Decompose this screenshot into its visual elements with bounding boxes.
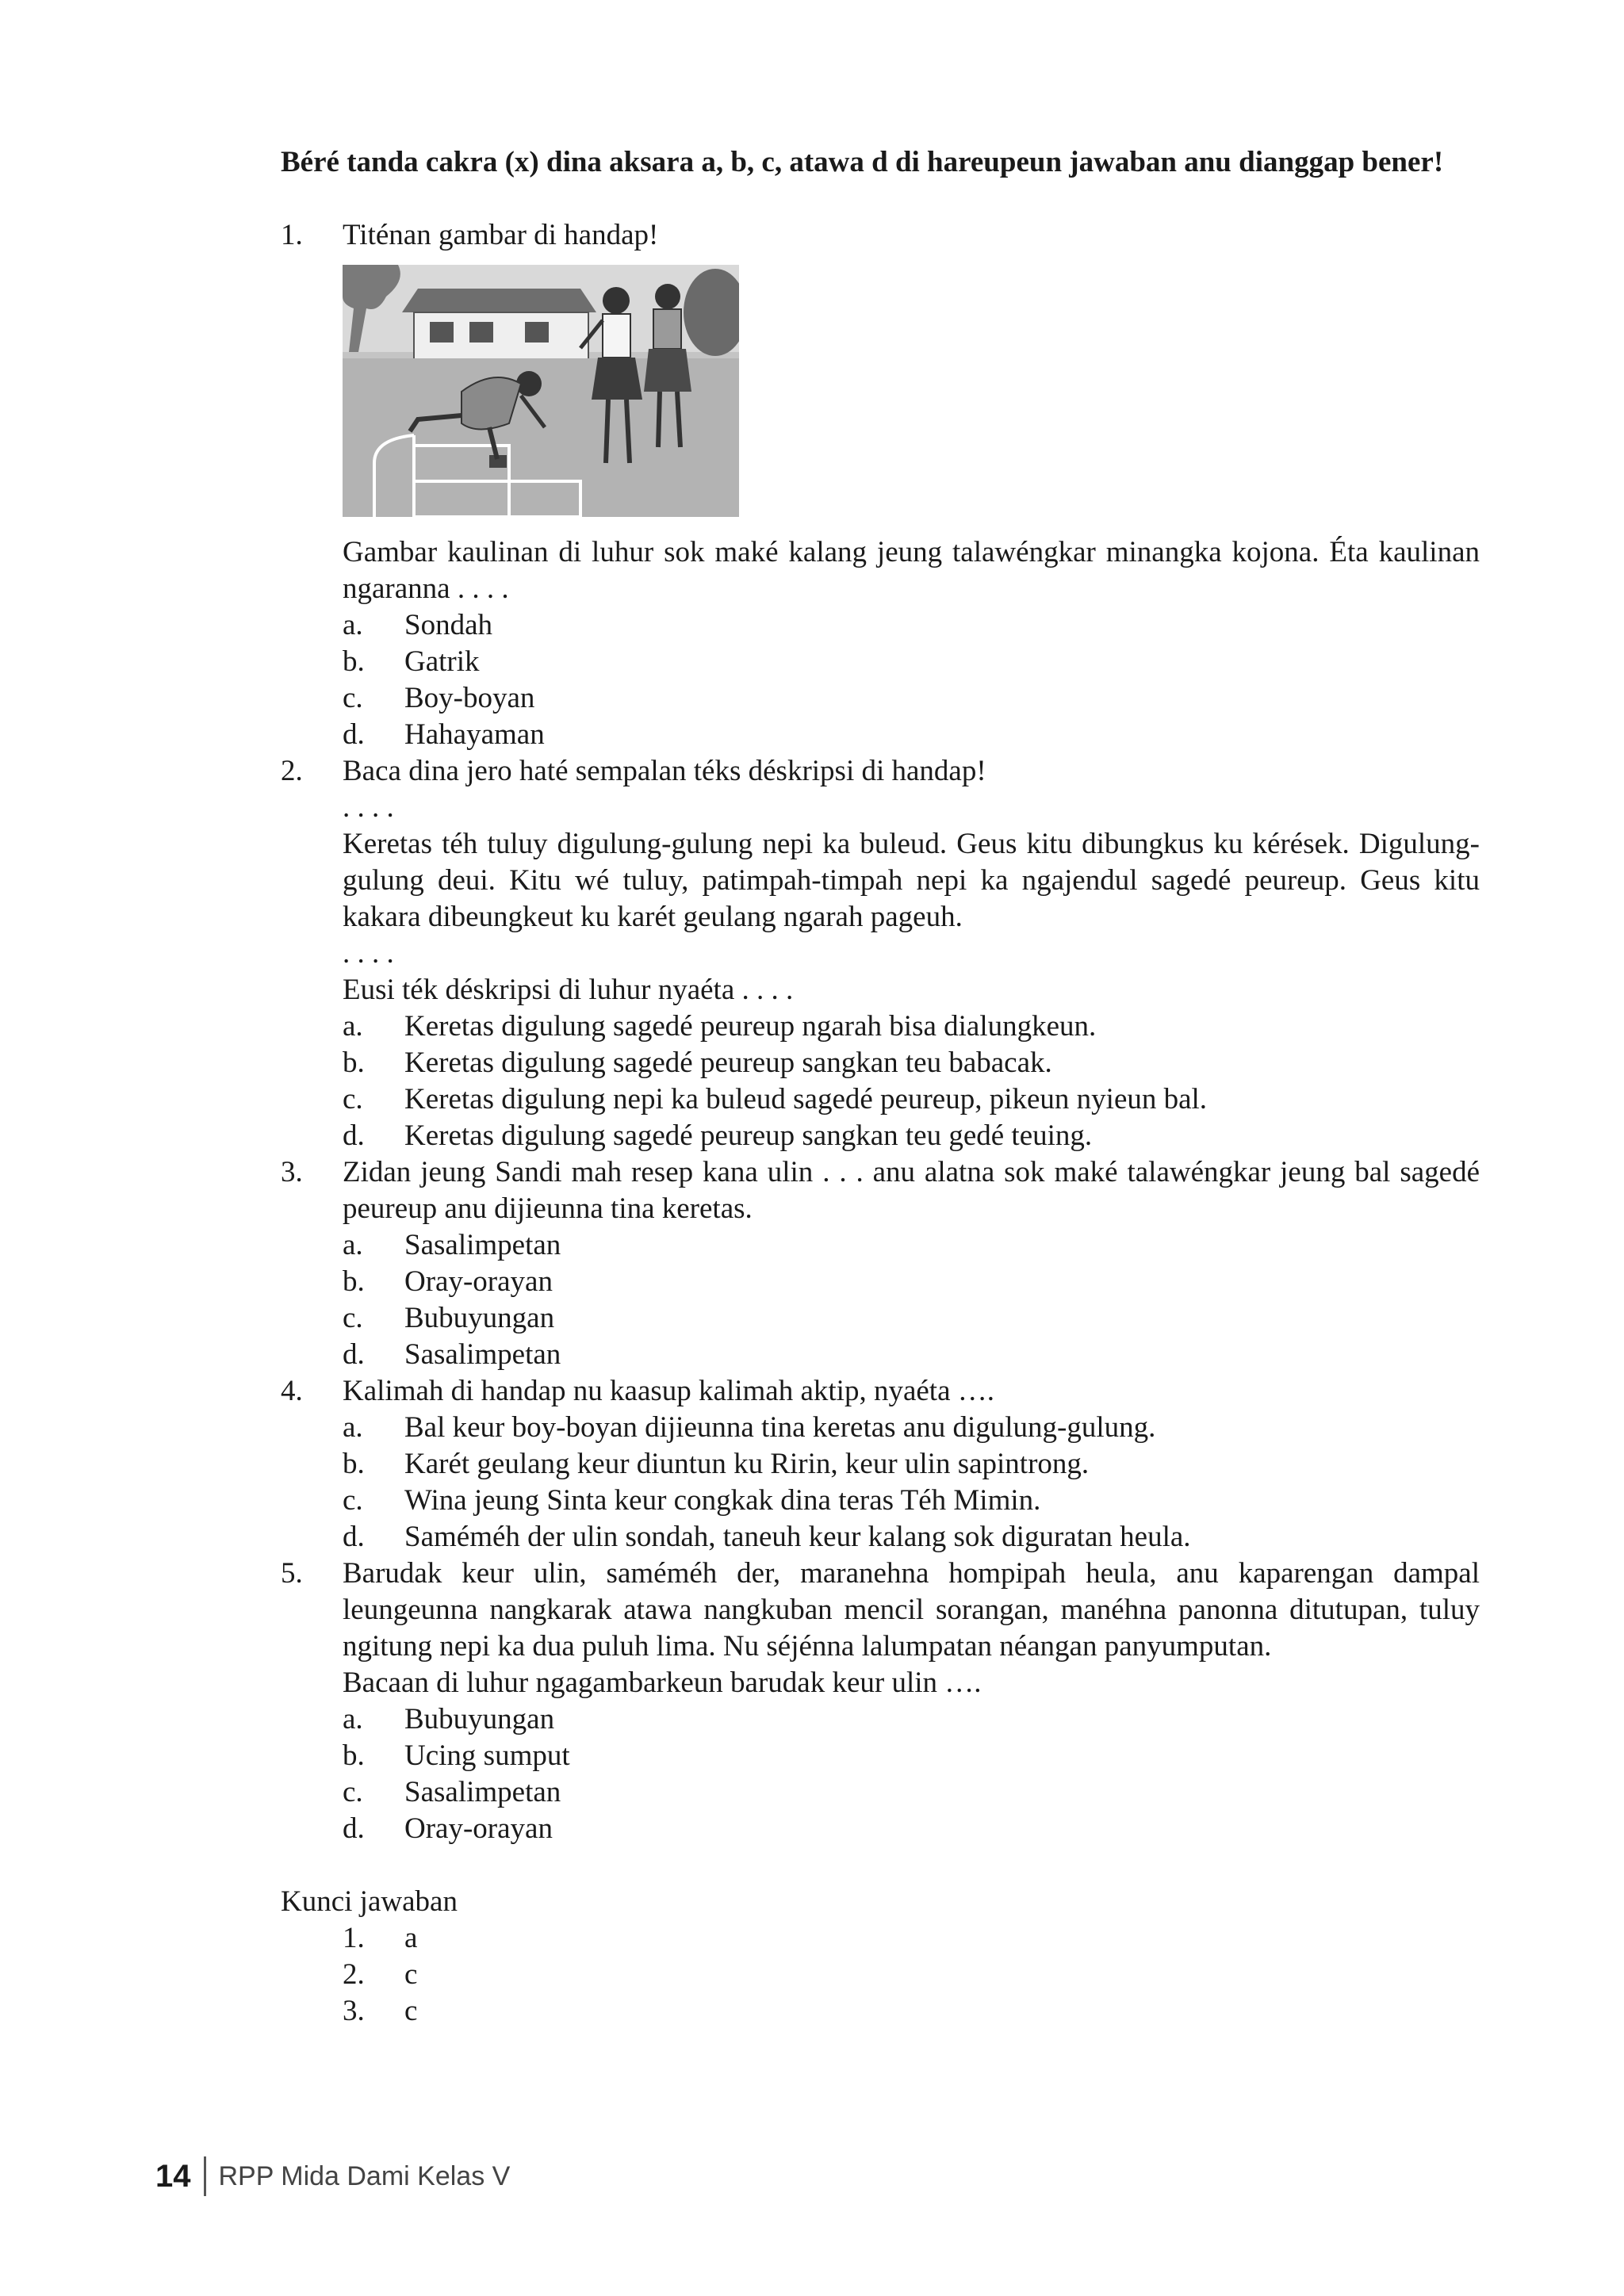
option-text: Bubuyungan [404,1703,555,1735]
option-a[interactable] [343,1701,1480,1738]
option-text: Bal keur boy-boyan dijieunna tina keretas anu digulung-gulung. [404,1411,1156,1444]
option-text: Keretas digulung sagedé peureup sangkan teu gedé teuing. [404,1119,1093,1152]
footer-title: RPP Mida Dami Kelas V [218,2160,511,2191]
question-3 [281,1154,1480,1373]
answer-key-number: 1. [343,1922,365,1954]
answer-key-value: c [404,1958,418,1991]
option-a[interactable] [343,1008,1480,1045]
option-a[interactable] [343,607,1480,644]
answer-key-item [281,1957,1480,1993]
option-b[interactable] [343,1446,1480,1483]
option-text: Oray-orayan [404,1265,553,1298]
question-text: Bacaan di luhur ngagambarkeun barudak keur ulin …. [343,1667,982,1699]
option-letter: d. [343,1338,365,1371]
option-letter: b. [343,1448,365,1480]
option-text: Sasalimpetan [404,1229,561,1261]
option-text: Keretas digulung sagedé peureup sangkan teu babacak. [404,1047,1052,1079]
option-text: Sasalimpetan [404,1776,561,1808]
question-prompt: Zidan jeung Sandi mah resep kana ulin . . . anu alatna sok maké talawéngkar jeung bal sagedé peureup anu dijieunna tina keretas. [343,1156,1480,1225]
option-letter: d. [343,1812,365,1845]
answer-key-number: 2. [343,1958,365,1991]
page-number: 14 [155,2158,191,2194]
question-number: 4. [281,1375,303,1407]
option-b[interactable] [343,644,1480,680]
option-b[interactable] [343,1045,1480,1081]
answer-key-heading: Kunci jawaban [281,1885,458,1918]
question-prompt: Barudak keur ulin, saméméh der, maranehna hompipah heula, anu kaparengan dampal leungeunna nangkarak atawa nangkuban mencil sorangan, manéhna panonna ditutupan, tuluy ngitung nepi ka dua puluh lima. Nu séjénna lalumpatan néangan panyumputan. [343,1557,1480,1663]
question-text: Gambar kaulinan di luhur sok maké kalang jeung talawéngkar minangka kojona. Éta kaulinan ngaranna . . . . [343,536,1480,605]
option-c[interactable] [343,680,1480,717]
option-text: Keretas digulung sagedé peureup ngarah bisa dialungkeun. [404,1010,1097,1043]
option-c[interactable] [343,1081,1480,1118]
question-number: 5. [281,1557,303,1590]
option-text: Bubuyungan [404,1302,555,1334]
question-number: 1. [281,219,303,251]
option-b[interactable] [343,1738,1480,1774]
option-letter: a. [343,1703,363,1735]
page-footer [155,2155,510,2198]
answer-key-item [281,1920,1480,1957]
option-letter: b. [343,1047,365,1079]
option-letter: a. [343,609,363,641]
option-d[interactable] [343,717,1480,753]
option-d[interactable] [343,1118,1480,1154]
question-number: 2. [281,755,303,787]
option-letter: b. [343,645,365,678]
question-prompt: Baca dina jero haté sempalan téks déskripsi di handap! [343,755,986,787]
option-text: Ucing sumput [404,1739,570,1772]
option-text: Boy-boyan [404,682,535,714]
question-number: 3. [281,1156,303,1188]
option-text: Keretas digulung nepi ka buleud sagedé peureup, pikeun nyieun bal. [404,1083,1208,1115]
option-letter: b. [343,1265,365,1298]
answer-key-value: a [404,1922,418,1954]
option-letter: d. [343,1521,365,1553]
option-text: Sasalimpetan [404,1338,561,1371]
option-letter: c. [343,1776,363,1808]
answer-key-item [281,1993,1480,2030]
option-d[interactable] [343,1519,1480,1556]
answer-key-number: 3. [343,1995,365,2027]
option-c[interactable] [343,1483,1480,1519]
option-d[interactable] [343,1337,1480,1373]
description-passage: Keretas téh tuluy digulung-gulung nepi ka buleud. Geus kitu dibungkus ku kérések. Digulung-gulung deui. Kitu wé tuluy, patimpah-timpah nepi ka ngajendul sagedé peureup. Geus kitu kakara dibeungkeut ku karét geulang ngarah pageuh. [343,828,1480,933]
ellipsis-marker: . . . . [343,937,394,970]
option-b[interactable] [343,1264,1480,1300]
option-letter: c. [343,1484,363,1517]
question-1 [281,217,1480,753]
option-letter: a. [343,1229,363,1261]
question-prompt: Titénan gambar di handap! [343,219,659,251]
instruction-text: Béré tanda cakra (x) dina aksara a, b, c, atawa d di hareupeun jawaban anu dianggap bener! [281,146,1444,178]
option-letter: d. [343,718,365,751]
question-4 [281,1373,1480,1556]
ellipsis-marker: . . . . [343,791,394,824]
option-text: Wina jeung Sinta keur congkak dina teras Téh Mimin. [404,1484,1041,1517]
option-text: Gatrik [404,645,480,678]
question-prompt: Kalimah di handap nu kaasup kalimah aktip, nyaéta …. [343,1375,994,1407]
option-text: Oray-orayan [404,1812,553,1845]
hopscotch-illustration [343,265,739,517]
option-letter: c. [343,1302,363,1334]
option-d[interactable] [343,1811,1480,1847]
option-c[interactable] [343,1300,1480,1337]
option-letter: c. [343,1083,363,1115]
option-a[interactable] [343,1410,1480,1446]
question-text: Eusi ték déskripsi di luhur nyaéta . . . . [343,974,794,1006]
option-text: Karét geulang keur diuntun ku Ririn, keur ulin sapintrong. [404,1448,1090,1480]
option-text: Hahayaman [404,718,545,751]
option-c[interactable] [343,1774,1480,1811]
option-text: Saméméh der ulin sondah, taneuh keur kalang sok diguratan heula. [404,1521,1191,1553]
answer-key-value: c [404,1995,418,2027]
option-text: Sondah [404,609,492,641]
option-letter: a. [343,1411,363,1444]
question-5 [281,1556,1480,1847]
option-letter: a. [343,1010,363,1043]
footer-divider [204,2156,206,2196]
option-letter: b. [343,1739,365,1772]
worksheet-content [281,144,1480,2030]
option-a[interactable] [343,1227,1480,1264]
option-letter: c. [343,682,363,714]
option-letter: d. [343,1119,365,1152]
question-2 [281,753,1480,1154]
